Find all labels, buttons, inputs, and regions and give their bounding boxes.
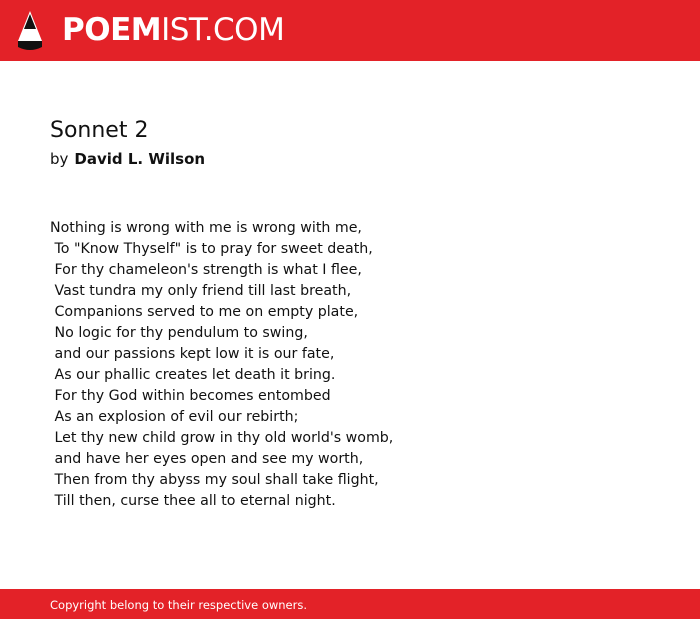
by-label: by bbox=[50, 150, 69, 168]
poem-line: Nothing is wrong with me is wrong with me, bbox=[50, 220, 362, 236]
poem-line: and our passions kept low it is our fate, bbox=[50, 346, 335, 362]
poem-line: For thy God within becomes entombed bbox=[50, 388, 331, 404]
poem-title: Sonnet 2 bbox=[50, 118, 149, 143]
poem-line: Let thy new child grow in thy old world's womb, bbox=[50, 430, 394, 446]
poem-line: Companions served to me on empty plate, bbox=[50, 304, 359, 320]
poem-line: To "Know Thyself" is to pray for sweet death, bbox=[50, 241, 373, 257]
poem-line: As our phallic creates let death it bring. bbox=[50, 367, 336, 383]
logo-text-bold: POEM bbox=[62, 12, 162, 48]
copyright-notice: Copyright belong to their respective owners. bbox=[50, 598, 308, 612]
site-logo[interactable] bbox=[62, 12, 284, 48]
poem-line: Then from thy abyss my soul shall take flight, bbox=[50, 472, 379, 488]
logo-text-light: IST.COM bbox=[161, 12, 285, 48]
author-name[interactable]: David L. Wilson bbox=[74, 150, 206, 168]
poem-line: Vast tundra my only friend till last breath, bbox=[50, 283, 352, 299]
poem-line: Till then, curse thee all to eternal night. bbox=[50, 493, 336, 509]
poem-line: No logic for thy pendulum to swing, bbox=[50, 325, 308, 341]
poem-line: For thy chameleon's strength is what I flee, bbox=[50, 262, 362, 278]
site-footer bbox=[0, 589, 700, 619]
poem-line: and have her eyes open and see my worth, bbox=[50, 451, 364, 467]
pencil-icon[interactable] bbox=[18, 11, 42, 51]
site-header bbox=[0, 0, 700, 61]
poem-body bbox=[50, 218, 393, 512]
poem-line: As an explosion of evil our rebirth; bbox=[50, 409, 299, 425]
byline bbox=[50, 148, 205, 170]
